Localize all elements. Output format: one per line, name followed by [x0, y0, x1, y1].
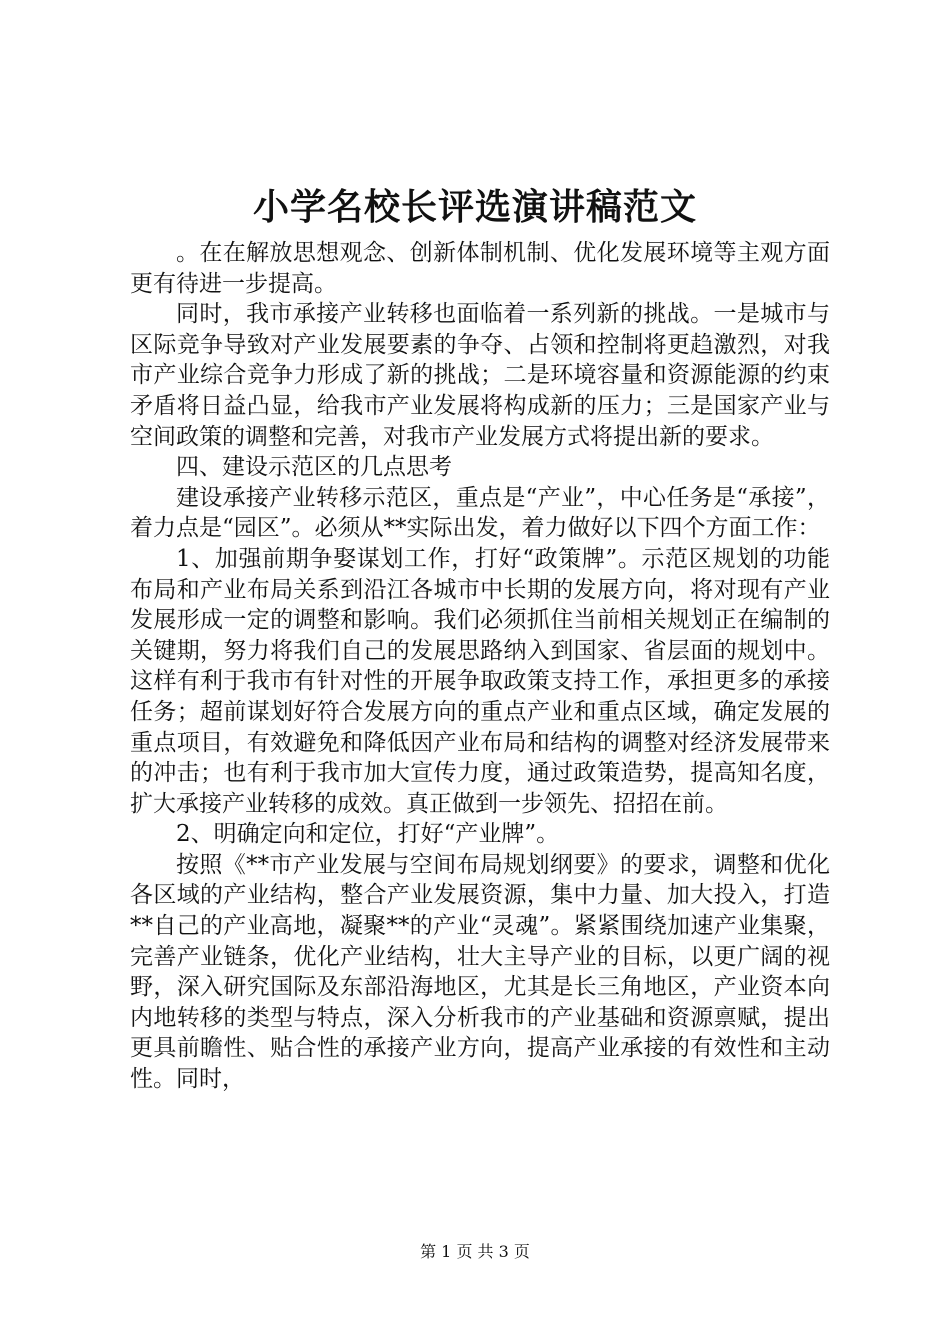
document-title: 小学名校长评选演讲稿范文 [252, 186, 697, 228]
paragraph-5: 2、明确定向和定位，打好“产业牌”。 [176, 821, 560, 848]
document-body [130, 238, 830, 1095]
paragraph-3: 建设承接产业转移示范区，重点是“产业”，中心任务是“承接”，着力点是“园区”。必须从**实际出发，着力做好以下四个方面工作： [130, 484, 830, 542]
paragraph-1: 。在在解放思想观念、创新体制机制、优化发展环境等主观方面更有待进一步提高。 [130, 240, 830, 297]
paragraph-6: 按照《**市产业发展与空间布局规划纲要》的要求，调整和优化各区域的产业结构，整合产业发展资源，集中力量、加大投入，打造**自己的产业高地，凝聚**的产业“灵魂”。紧紧围绕加速产业集聚，完善产业链条，优化产业结构，壮大主导产业的目标，以更广阔的视野，深入研究国际及东部沿海地区，尤其是长三角地区，产业资本向内地转移的类型与特点，深入分析我市的产业基础和资源禀赋，提出更具前瞻性、贴合性的承接产业方向，提高产业承接的有效性和主动性。同时， [130, 851, 830, 1093]
paragraph-2: 同时，我市承接产业转移也面临着一系列新的挑战。一是城市与区际竞争导致对产业发展要素的争夺、占领和控制将更趋激烈，对我市产业综合竞争力形成了新的挑战；二是环境容量和资源能源的约束矛盾将日益凸显，给我市产业发展将构成新的压力；三是国家产业与空间政策的调整和完善，对我市产业发展方式将提出新的要求。 [130, 301, 830, 450]
section-heading: 四、建设示范区的几点思考 [176, 454, 452, 481]
paragraph-4: 1、加强前期争娶谋划工作，打好“政策牌”。示范区规划的功能布局和产业布局关系到沿江各城市中长期的发展方向，将对现有产业发展形成一定的调整和影响。我们必须抓住当前相关规划正在编制的关键期，努力将我们自己的发展思路纳入到国家、省层面的规划中。这样有利于我市有针对性的开展争取政策支持工作，承担更多的承接任务；超前谋划好符合发展方向的重点产业和重点区域，确定发展的重点项目，有效避免和降低因产业布局和结构的调整对经济发展带来的冲击；也有利于我市加大宣传力度，通过政策造势，提高知名度，扩大承接产业转移的成效。真正做到一步领先、招招在前。 [130, 545, 830, 817]
page-number-footer: 第 1 页 共 3 页 [420, 1242, 530, 1261]
